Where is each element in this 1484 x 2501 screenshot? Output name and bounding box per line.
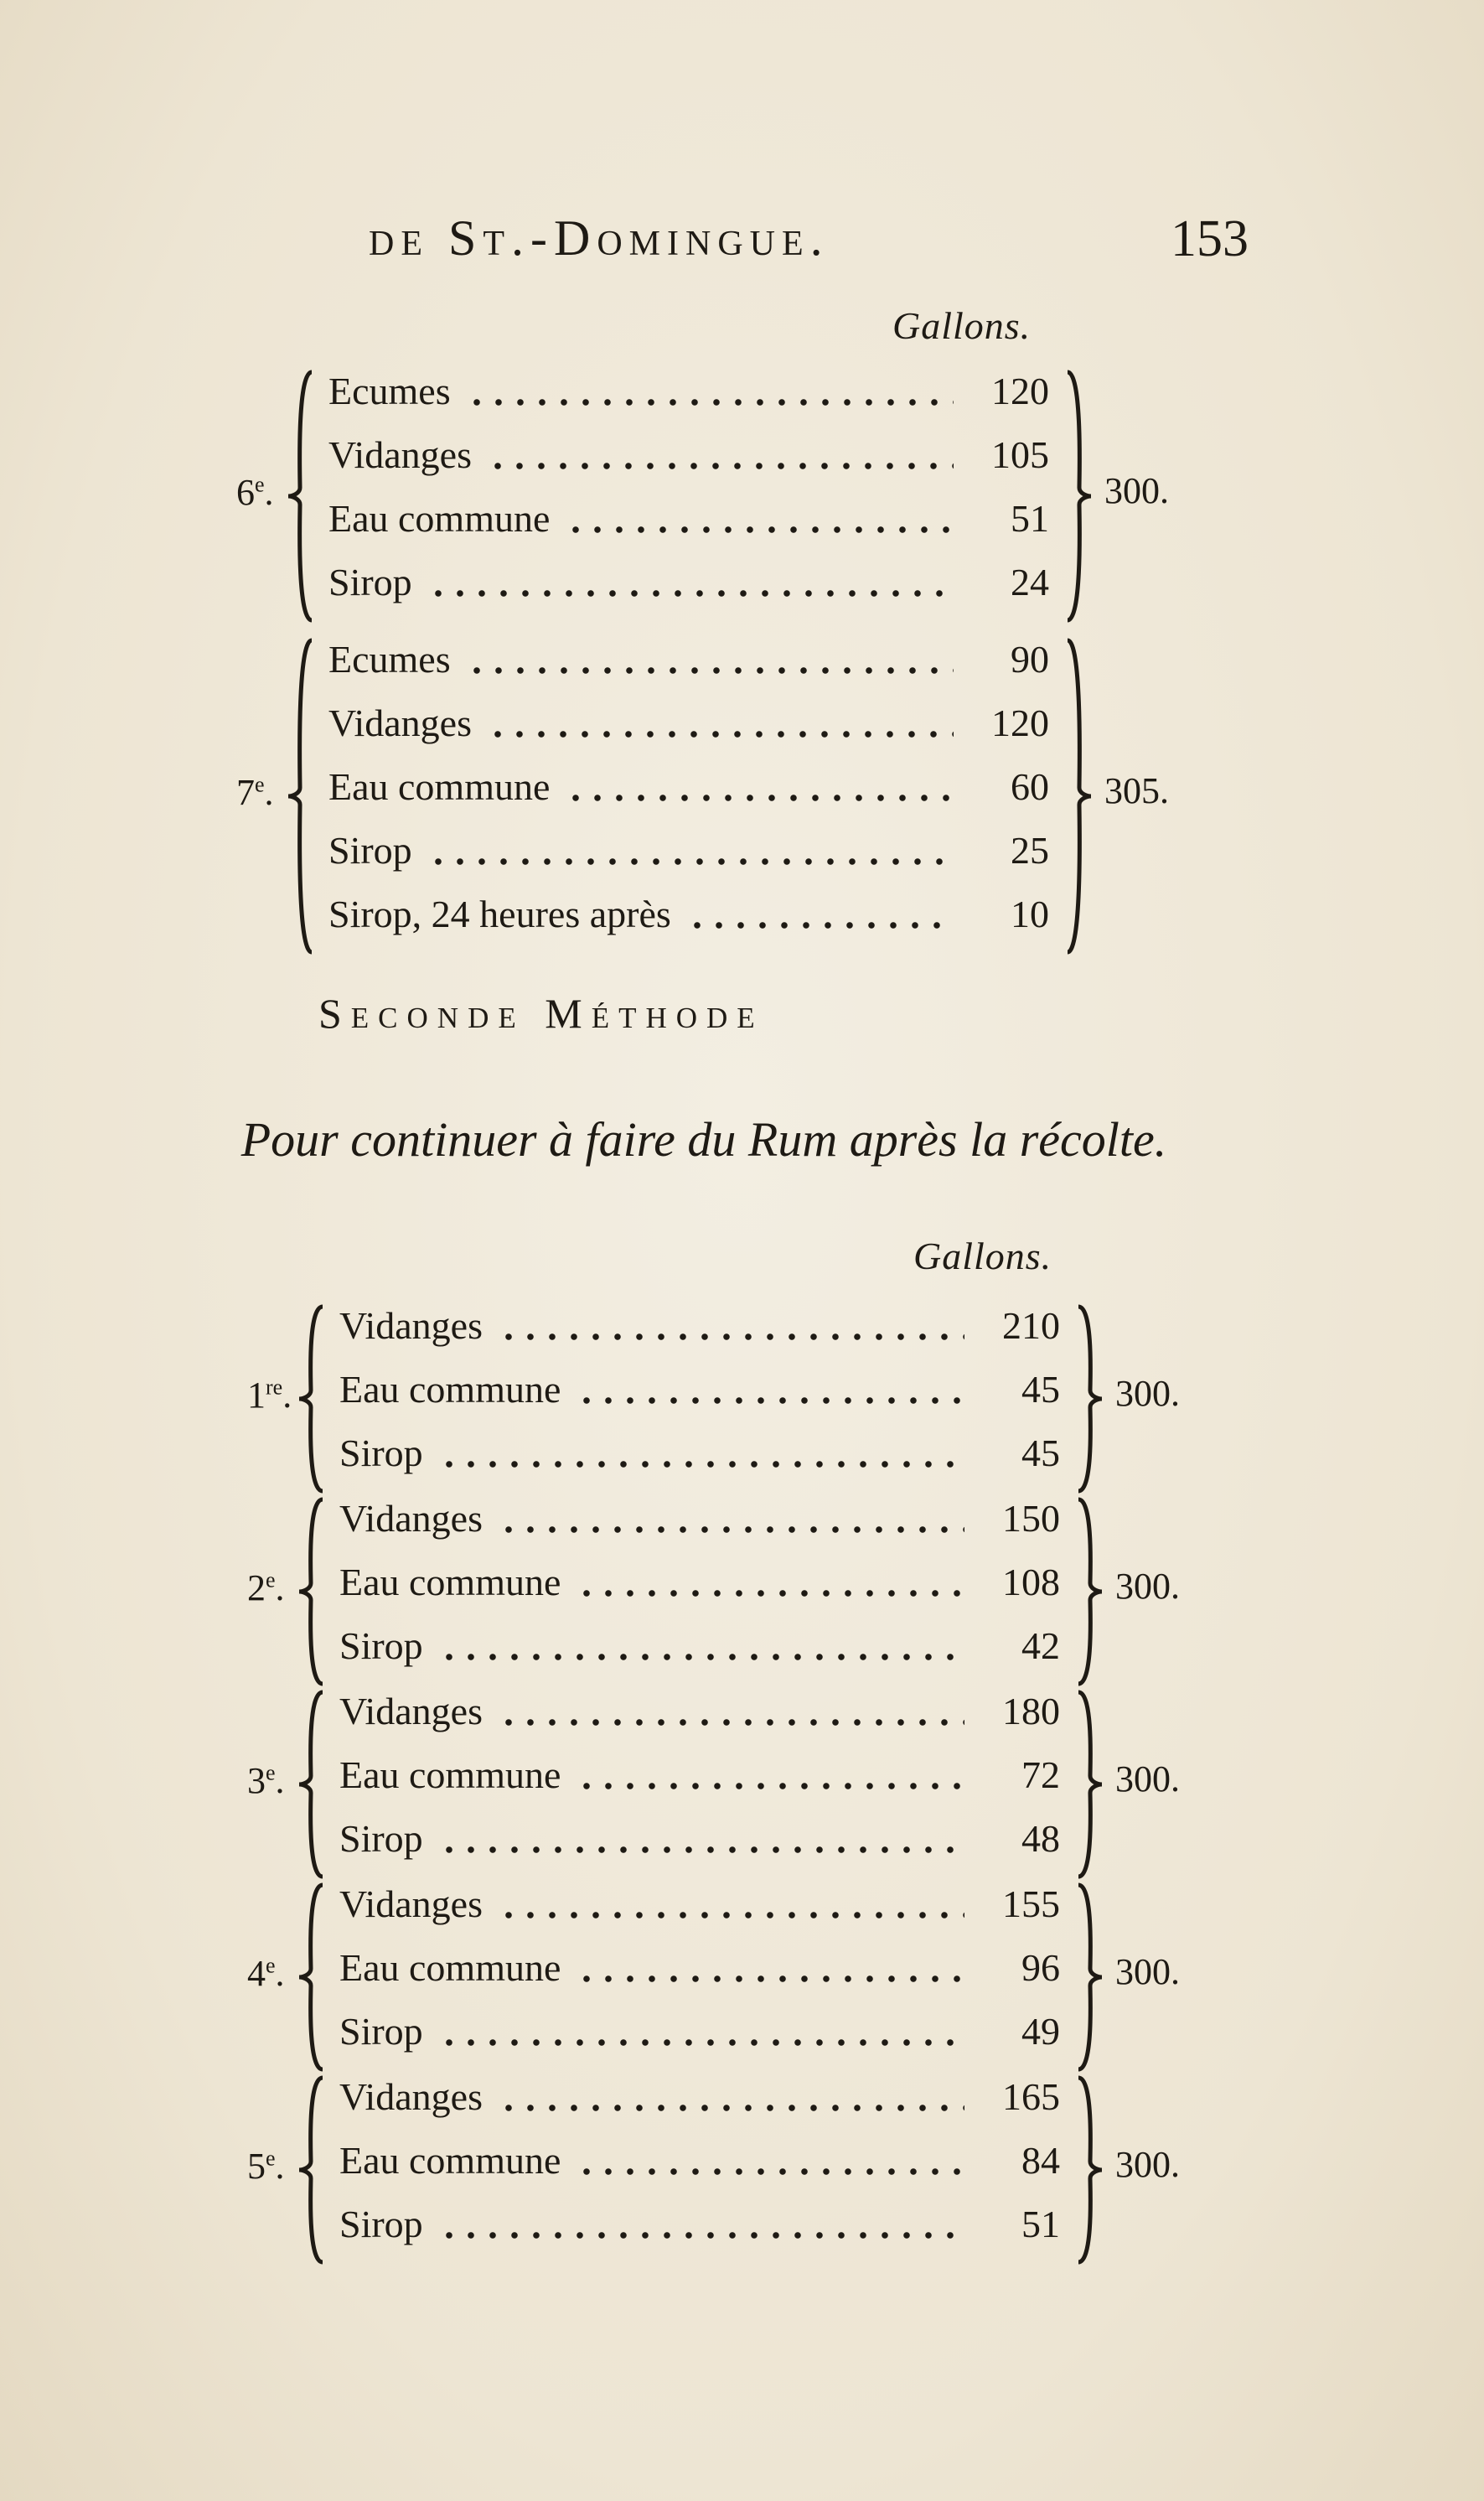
group-total: 300.	[1115, 1951, 1180, 1992]
dot-leader	[438, 1654, 964, 1660]
right-brace	[1072, 1882, 1105, 2073]
recipe-row	[339, 1753, 1068, 1816]
gallons-value: 51	[1011, 497, 1049, 540]
dot-leader	[498, 2105, 964, 2111]
group-number-period: .	[275, 2146, 285, 2187]
left-brace	[296, 1496, 329, 1687]
gallons-value: 120	[991, 370, 1049, 412]
dot-leader	[498, 1912, 964, 1918]
ingredient-name: Sirop	[339, 2203, 423, 2245]
gallons-value: 10	[1011, 893, 1049, 935]
recipe-row	[339, 1623, 1068, 1687]
gallons-value: 155	[1002, 1882, 1060, 1925]
gallons-value: 72	[1021, 1753, 1060, 1796]
gallons-column-header: Gallons.	[892, 304, 1032, 347]
gallons-value: 90	[1011, 638, 1049, 681]
recipe-row	[328, 637, 1057, 701]
group-ordinal	[247, 1952, 285, 1995]
recipe-row	[339, 1689, 1068, 1753]
gallons-value: 150	[1002, 1497, 1060, 1540]
gallons-value: 42	[1021, 1624, 1060, 1667]
gallons-value: 180	[1002, 1690, 1060, 1732]
dot-leader	[498, 1719, 964, 1726]
gallons-value: 120	[991, 702, 1049, 744]
recipe-row	[328, 432, 1057, 496]
page-header	[369, 210, 1249, 277]
dot-leader	[498, 1333, 964, 1340]
right-brace	[1072, 1303, 1105, 1494]
ingredient-name: Vidanges	[339, 1690, 483, 1732]
group-number-suffix: re	[266, 1375, 283, 1400]
dot-leader	[427, 858, 954, 865]
dot-leader	[576, 2168, 964, 2175]
ingredient-name: Eau commune	[339, 1753, 561, 1796]
dot-leader	[686, 922, 954, 929]
group-total: 305.	[1104, 770, 1169, 811]
section-subtitle: Pour continuer à faire du Rum après la récolte.	[240, 1112, 1167, 1167]
recipe-row	[328, 560, 1057, 624]
right-brace	[1072, 1496, 1105, 1687]
group-total: 300.	[1115, 1373, 1180, 1414]
dot-leader	[438, 2232, 964, 2239]
ingredient-name: Sirop	[328, 829, 412, 872]
group-number-suffix: e	[255, 472, 265, 497]
recipe-row	[328, 701, 1057, 764]
group-total: 300.	[1115, 1566, 1180, 1607]
group-total: 300.	[1115, 1758, 1180, 1799]
recipe-row	[328, 764, 1057, 828]
dot-leader	[487, 731, 954, 738]
dot-leader	[576, 1975, 964, 1982]
ingredient-name: Eau commune	[339, 2139, 561, 2182]
left-brace	[296, 2074, 329, 2265]
right-brace	[1061, 637, 1094, 955]
gallons-value: 96	[1021, 1946, 1060, 1989]
group-number: 4	[247, 1953, 266, 1994]
group-number: 1	[247, 1375, 266, 1416]
group-ordinal	[236, 771, 274, 814]
recipe-row	[339, 1431, 1068, 1494]
dot-leader	[466, 667, 954, 674]
recipe-row	[339, 2074, 1068, 2138]
group-number-period: .	[264, 772, 274, 813]
left-brace	[296, 1689, 329, 1880]
ingredient-name: Eau commune	[328, 765, 551, 808]
dot-leader	[466, 399, 954, 406]
group-number: 3	[247, 1760, 266, 1801]
group-number-period: .	[264, 472, 274, 513]
recipe-row	[339, 1303, 1068, 1367]
left-brace	[285, 637, 318, 955]
group-number: 5	[247, 2146, 266, 2187]
dot-leader	[576, 1783, 964, 1789]
recipe-row	[328, 828, 1057, 892]
dot-leader	[498, 1526, 964, 1533]
recipe-row	[339, 1496, 1068, 1560]
group-number-period: .	[275, 1953, 285, 1994]
dot-leader	[576, 1590, 964, 1597]
group-number-suffix: e	[255, 772, 265, 797]
page-number: 153	[1171, 210, 1249, 267]
group-ordinal	[247, 1759, 285, 1802]
recipe-row	[339, 1882, 1068, 1945]
group-total: 300.	[1104, 470, 1169, 511]
ingredient-name: Eau commune	[339, 1368, 561, 1411]
gallons-column-header-2: Gallons.	[913, 1235, 1052, 1277]
ingredient-name: Sirop	[339, 1624, 423, 1667]
group-number: 2	[247, 1567, 266, 1608]
group-number-period: .	[275, 1760, 285, 1801]
gallons-value: 49	[1021, 2010, 1060, 2053]
group-number: 7	[236, 772, 255, 813]
gallons-value: 108	[1002, 1561, 1060, 1603]
ingredient-name: Vidanges	[339, 1882, 483, 1925]
dot-leader	[487, 463, 954, 469]
gallons-value: 25	[1011, 829, 1049, 872]
ingredient-name: Vidanges	[339, 2075, 483, 2118]
gallons-value: 165	[1002, 2075, 1060, 2118]
section-title: Seconde Méthode	[318, 990, 764, 1037]
gallons-value: 84	[1021, 2139, 1060, 2182]
group-number: 6	[236, 472, 255, 513]
group-number-period: .	[275, 1567, 285, 1608]
recipe-row	[339, 1560, 1068, 1623]
recipe-row	[339, 1816, 1068, 1880]
dot-leader	[438, 1846, 964, 1853]
ingredient-name: Ecumes	[328, 370, 451, 412]
gallons-value: 24	[1011, 561, 1049, 603]
ingredient-name: Vidanges	[328, 433, 472, 476]
recipe-row	[339, 2138, 1068, 2202]
group-number-suffix: e	[266, 1760, 276, 1785]
recipe-row	[339, 1945, 1068, 2009]
dot-leader	[565, 526, 954, 533]
recipe-row	[328, 369, 1057, 432]
ingredient-name: Sirop	[339, 2010, 423, 2053]
ingredient-name: Eau commune	[339, 1946, 561, 1989]
group-ordinal	[247, 2145, 285, 2188]
recipe-row	[339, 2202, 1068, 2265]
group-number-period: .	[282, 1375, 292, 1416]
running-title: de St.-Domingue.	[369, 210, 830, 266]
recipe-row	[339, 2009, 1068, 2073]
dot-leader	[576, 1397, 964, 1404]
group-number-suffix: e	[266, 1953, 276, 1978]
ingredient-name: Vidanges	[339, 1304, 483, 1347]
right-brace	[1061, 369, 1094, 624]
group-ordinal	[247, 1374, 292, 1416]
gallons-value: 48	[1021, 1817, 1060, 1860]
left-brace	[285, 369, 318, 624]
gallons-value: 51	[1021, 2203, 1060, 2245]
dot-leader	[565, 795, 954, 801]
gallons-value: 45	[1021, 1432, 1060, 1474]
right-brace	[1072, 2074, 1105, 2265]
gallons-value: 45	[1021, 1368, 1060, 1411]
gallons-value: 60	[1011, 765, 1049, 808]
left-brace	[296, 1303, 329, 1494]
ingredient-name: Ecumes	[328, 638, 451, 681]
ingredient-name: Vidanges	[339, 1497, 483, 1540]
group-total: 300.	[1115, 2144, 1180, 2185]
right-brace	[1072, 1689, 1105, 1880]
recipe-row	[339, 1367, 1068, 1431]
ingredient-name: Eau commune	[339, 1561, 561, 1603]
ingredient-name: Eau commune	[328, 497, 551, 540]
gallons-value: 105	[991, 433, 1049, 476]
dot-leader	[427, 590, 954, 597]
ingredient-name: Sirop	[339, 1432, 423, 1474]
group-ordinal	[247, 1566, 285, 1609]
recipe-row	[328, 496, 1057, 560]
recipe-row	[328, 892, 1057, 955]
dot-leader	[438, 1461, 964, 1468]
group-ordinal	[236, 471, 274, 514]
ingredient-name: Sirop	[328, 561, 412, 603]
ingredient-name: Sirop	[339, 1817, 423, 1860]
left-brace	[296, 1882, 329, 2073]
ingredient-name: Sirop, 24 heures après	[328, 893, 671, 935]
dot-leader	[438, 2039, 964, 2046]
gallons-value: 210	[1002, 1304, 1060, 1347]
group-number-suffix: e	[266, 2146, 276, 2171]
ingredient-name: Vidanges	[328, 702, 472, 744]
group-number-suffix: e	[266, 1567, 276, 1592]
